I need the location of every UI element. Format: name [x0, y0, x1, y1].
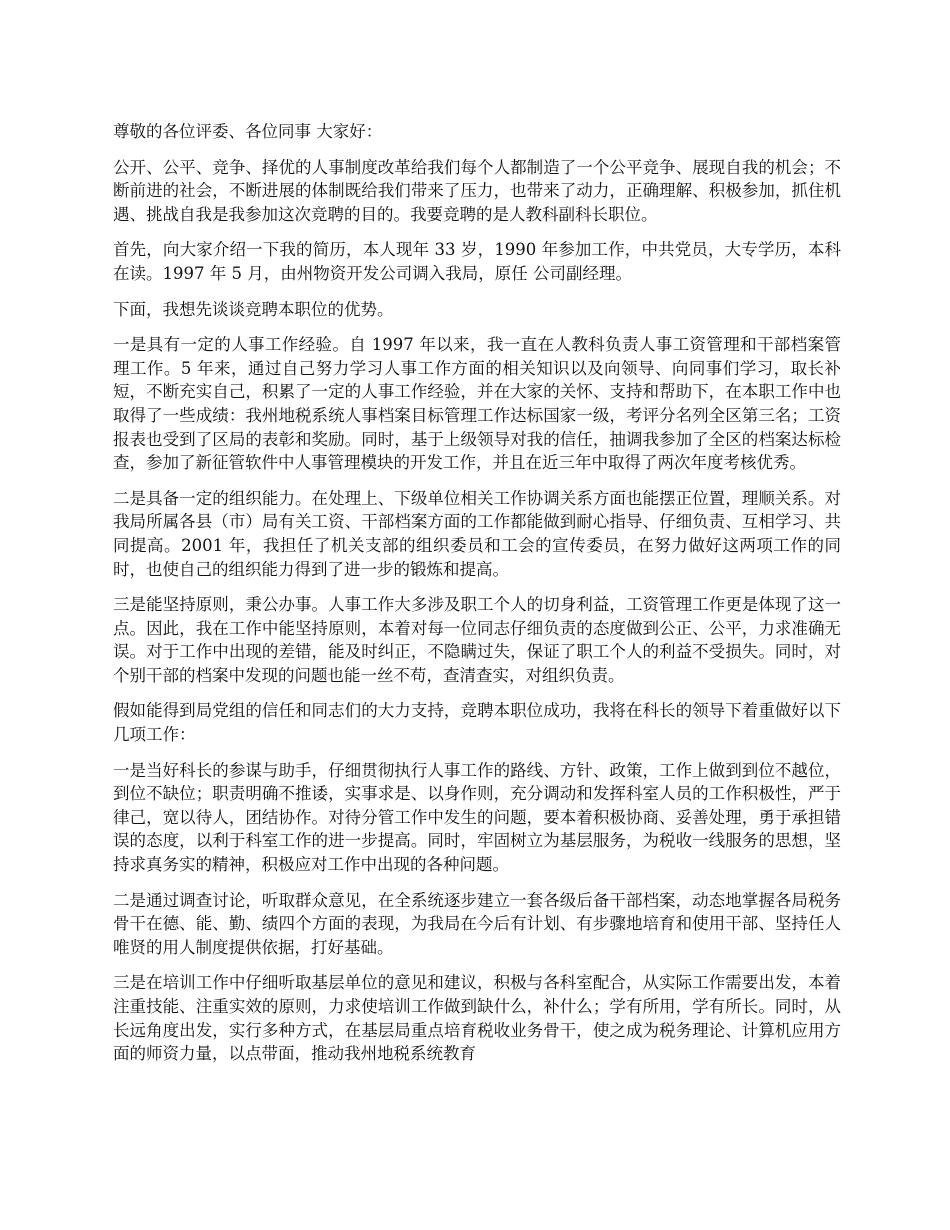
paragraph-plan-reserve-cadres: 二是通过调查讨论，听取群众意见，在全系统逐步建立一套各级后备干部档案，动态地掌握各局税务骨干在德、能、勤、绩四个方面的表现，为我局在今后有计划、有步骤地培育和使用干部、坚持任人唯贤的用人制度提供依据，打好基础。	[113, 890, 841, 957]
document-body	[113, 120, 841, 1078]
paragraph-intro: 公开、公平、竞争、择优的人事制度改革给我们每个人都制造了一个公平竞争、展现自我的机会；不断前进的社会，不断进展的体制既给我们带来了压力，也带来了动力，正确理解、积极参加，抓住机遇、挑战自我是我参加这次竞聘的目的。我要竞聘的是人教科副科长职位。	[113, 157, 841, 224]
paragraph-plan-assistant: 一是当好科长的参谋与助手，仔细贯彻执行人事工作的路线、方针、政策，工作上做到到位不越位，到位不缺位；职责明确不推诿，实事求是、以身作则，充分调动和发挥科室人员的工作积极性，严于律己，宽以待人，团结协作。对待分管工作中发生的问题，要本着积极协商、妥善处理，勇于承担错误的态度，以利于科室工作的进一步提高。同时，牢固树立为基层服务，为税收一线服务的思想，坚持求真务实的精神，积极应对工作中出现的各种问题。	[113, 760, 841, 875]
greeting-line: 尊敬的各位评委、各位同事 大家好：	[113, 122, 383, 141]
paragraph-plan-training: 三是在培训工作中仔细听取基层单位的意见和建议，积极与各科室配合，从实际工作需要出发，本着注重技能、注重实效的原则，力求使培训工作做到缺什么，补什么；学有所用，学有所长。同时，从长远角度出发，实行多种方式，在基层局重点培育税收业务骨干，使之成为税务理论、计算机应用方面的师资力量，以点带面，推动我州地税系统教育	[113, 973, 841, 1064]
paragraph-plan-lead: 假如能得到局党组的信任和同志们的大力支持，竞聘本职位成功，我将在科长的领导下着重做好以下几项工作：	[113, 701, 841, 745]
paragraph-resume: 首先，向大家介绍一下我的简历，本人现年 33 岁，1990 年参加工作，中共党员，大专学历，本科在读。1997 年 5 月，由州物资开发公司调入我局，原任 公司副经理。	[113, 240, 841, 283]
paragraph-advantages-lead: 下面，我想先谈谈竞聘本职位的优势。	[113, 299, 394, 319]
paragraph-advantage-principle: 三是能坚持原则，秉公办事。人事工作大多涉及职工个人的切身利益，工资管理工作更是体现了这一点。因此，我在工作中能坚持原则，本着对每一位同志仔细负责的态度做到公正、公平，力求准确无误。对于工作中出现的差错，能及时纠正，不隐瞒过失，保证了职工个人的利益不受损失。同时，对个别干部的档案中发现的问题也能一丝不苟，查清查实，对组织负责。	[113, 595, 841, 685]
paragraph-advantage-organization: 二是具备一定的组织能力。在处理上、下级单位相关工作协调关系方面也能摆正位置，理顺关系。对我局所属各县（市）局有关工资、干部档案方面的工作都能做到耐心指导、仔细负责、互相学习、共同提高。2001 年，我担任了机关支部的组织委员和工会的宣传委员，在努力做好这两项工作的同时，也使自己的组织能力得到了进一步的锻炼和提高。	[113, 488, 841, 579]
paragraph-advantage-experience: 一是具有一定的人事工作经验。自 1997 年以来，我一直在人教科负责人事工资管理和干部档案管理工作。5 年来，通过自己努力学习人事工作方面的相关知识以及向领导、向同事们学习，取长补短，不断充实自己，积累了一定的人事工作经验，并在大家的关怀、支持和帮助下，在本职工作中也取得了一些成绩：我州地税系统人事档案目标管理工作达标国家一级，考评分名列全区第三名；工资报表也受到了区局的表彰和奖励。同时，基于上级领导对我的信任，抽调我参加了全区的档案达标检查，参加了新征管软件中人事管理模块的开发工作，并且在近三年中取得了两次年度考核优秀。	[113, 335, 841, 473]
